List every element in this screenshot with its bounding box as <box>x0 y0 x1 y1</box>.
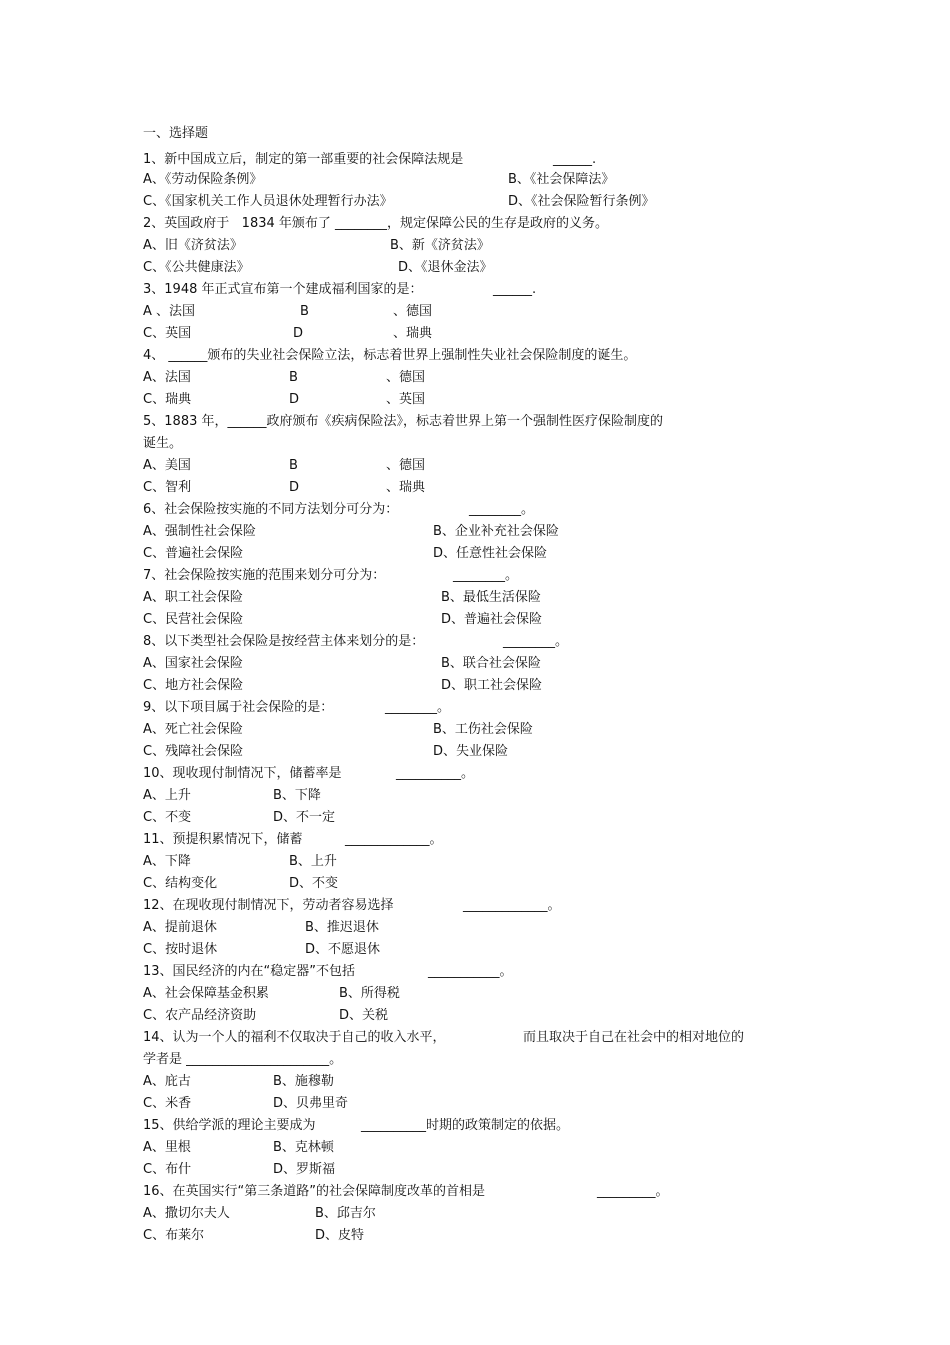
text-line <box>143 1204 823 1224</box>
line-segment: C、不变 <box>143 810 192 825</box>
line-segment: B、联合社会保险 <box>441 656 541 671</box>
line-segment: D、不愿退休 <box>305 942 381 957</box>
line-segment: D、不一定 <box>273 810 336 825</box>
line-segment: ________。 <box>385 700 451 715</box>
line-segment: D、皮特 <box>315 1228 365 1243</box>
text-line <box>143 214 823 234</box>
text-line <box>143 544 823 564</box>
line-segment: A、撒切尔夫人 <box>143 1206 230 1221</box>
line-segment: 5、1883 年，______政府颁布《疾病保险法》，标志着世界上第一个强制性医疗保险制度的 <box>143 414 663 429</box>
line-segment: D、任意性社会保险 <box>433 546 548 561</box>
line-segment: B、《社会保障法》 <box>508 172 615 187</box>
text-line <box>143 434 823 454</box>
text-line <box>143 742 823 762</box>
text-line <box>143 1160 823 1180</box>
text-line <box>143 1116 823 1136</box>
line-segment: 15、供给学派的理论主要成为 <box>143 1118 316 1133</box>
text-line <box>143 1006 823 1026</box>
line-segment: B、工伤社会保险 <box>433 722 533 737</box>
line-segment: C、残障社会保险 <box>143 744 244 759</box>
text-line <box>143 918 823 938</box>
line-segment: B、上升 <box>289 854 337 869</box>
line-segment: _________。 <box>597 1184 669 1199</box>
line-segment: 、德国 <box>386 370 426 385</box>
line-segment: D、关税 <box>339 1008 389 1023</box>
line-segment: C、布莱尔 <box>143 1228 205 1243</box>
line-segment: A、美国 <box>143 458 191 473</box>
line-segment: A、下降 <box>143 854 191 869</box>
line-segment: B、克林顿 <box>273 1140 334 1155</box>
line-segment: 学者是 ______________________。 <box>143 1052 343 1067</box>
line-segment: 11、预提积累情况下，储蓄 <box>143 832 303 847</box>
line-segment: B、邱吉尔 <box>315 1206 376 1221</box>
line-segment: D、不变 <box>289 876 339 891</box>
line-segment: ________。 <box>503 634 569 649</box>
line-segment: 、德国 <box>386 458 426 473</box>
line-segment: C、布什 <box>143 1162 192 1177</box>
line-segment: 3、1948 年正式宣布第一个建成福利国家的是： <box>143 282 423 297</box>
text-line <box>143 984 823 1004</box>
line-segment: B、施穆勒 <box>273 1074 334 1089</box>
text-line <box>143 588 823 608</box>
text-line <box>143 1028 823 1048</box>
line-segment: 16、在英国实行“第三条道路”的社会保障制度改革的首相是 <box>143 1184 486 1199</box>
line-segment: A、职工社会保险 <box>143 590 243 605</box>
text-line <box>143 258 823 278</box>
text-line <box>143 566 823 586</box>
text-line <box>143 632 823 652</box>
line-segment: A、法国 <box>143 370 191 385</box>
line-segment: ___________。 <box>428 964 513 979</box>
line-segment: ______. <box>553 152 597 167</box>
line-segment: A、国家社会保险 <box>143 656 243 671</box>
text-line <box>143 1050 823 1070</box>
text-line <box>143 874 823 894</box>
text-line <box>143 390 823 410</box>
line-segment: ________。 <box>453 568 519 583</box>
line-segment: B、推迟退休 <box>305 920 379 935</box>
line-segment: 1、新中国成立后，制定的第一部重要的社会保障法规是 <box>143 152 464 167</box>
line-segment: 诞生。 <box>143 436 183 451</box>
line-segment: A、死亡社会保险 <box>143 722 243 737</box>
text-line <box>143 1226 823 1246</box>
line-segment: 14、认为一个人的福利不仅取决于自己的收入水平， <box>143 1030 446 1045</box>
text-line <box>143 764 823 784</box>
text-line <box>143 500 823 520</box>
line-segment: A、社会保障基金积累 <box>143 986 269 1001</box>
text-line <box>143 236 823 256</box>
line-segment: C、智利 <box>143 480 192 495</box>
line-segment: A、强制性社会保险 <box>143 524 256 539</box>
text-line <box>143 456 823 476</box>
line-segment: 10、现收现付制情况下，储蓄率是 <box>143 766 342 781</box>
line-segment: B、新《济贫法》 <box>390 238 490 253</box>
text-line <box>143 368 823 388</box>
line-segment: D <box>293 326 304 341</box>
line-segment: C、英国 <box>143 326 192 341</box>
line-segment: C、民营社会保险 <box>143 612 244 627</box>
line-segment: 、德国 <box>393 304 433 319</box>
line-segment: C、农产品经济资助 <box>143 1008 257 1023</box>
line-segment: ________。 <box>469 502 535 517</box>
line-segment: D、职工社会保险 <box>441 678 543 693</box>
line-segment: D <box>289 392 300 407</box>
text-line <box>143 412 823 432</box>
line-segment: 4、 ______颁布的失业社会保险立法，标志着世界上强制性失业社会保险制度的诞生。 <box>143 348 637 363</box>
line-segment: C、《公共健康法》 <box>143 260 250 275</box>
line-segment: C、结构变化 <box>143 876 218 891</box>
text-line <box>143 1138 823 1158</box>
line-segment: 7、社会保险按实施的范围来划分可分为： <box>143 568 386 583</box>
text-line <box>143 830 823 850</box>
line-segment: B、所得税 <box>339 986 400 1001</box>
text-line <box>143 1094 823 1114</box>
text-line <box>143 346 823 366</box>
line-segment: B、下降 <box>273 788 321 803</box>
line-segment: 、瑞典 <box>386 480 426 495</box>
text-line <box>143 852 823 872</box>
line-segment: _____________。 <box>463 898 561 913</box>
text-line <box>143 478 823 498</box>
line-segment: __________时期的政策制定的依据。 <box>361 1118 570 1133</box>
line-segment: 8、以下类型社会保险是按经营主体来划分的是： <box>143 634 425 649</box>
line-segment: A、提前退休 <box>143 920 217 935</box>
text-line <box>143 150 823 170</box>
line-segment: A、上升 <box>143 788 191 803</box>
line-segment: D、罗斯福 <box>273 1162 336 1177</box>
line-segment: D、贝弗里奇 <box>273 1096 349 1111</box>
text-line <box>143 522 823 542</box>
line-segment: 6、社会保险按实施的不同方法划分可分为： <box>143 502 399 517</box>
text-line <box>143 324 823 344</box>
line-segment: 、瑞典 <box>393 326 433 341</box>
line-segment: D、普遍社会保险 <box>441 612 543 627</box>
line-segment: 13、国民经济的内在“稳定器”不包括 <box>143 964 356 979</box>
line-segment: B <box>289 458 298 473</box>
line-segment: B <box>300 304 309 319</box>
line-segment: _____________。 <box>345 832 443 847</box>
line-segment: B、最低生活保险 <box>441 590 541 605</box>
text-line <box>143 170 823 190</box>
text-line <box>143 808 823 828</box>
line-segment: A、里根 <box>143 1140 191 1155</box>
text-line <box>143 1182 823 1202</box>
line-segment: 2、英国政府于 1834 年颁布了 ________，规定保障公民的生存是政府的义务。 <box>143 216 609 231</box>
text-line <box>143 192 823 212</box>
line-segment: D、《社会保险暂行条例》 <box>508 194 655 209</box>
line-segment: 、英国 <box>386 392 426 407</box>
text-line <box>143 610 823 630</box>
text-line <box>143 720 823 740</box>
text-line <box>143 654 823 674</box>
line-segment: C、《国家机关工作人员退休处理暂行办法》 <box>143 194 393 209</box>
text-line <box>143 698 823 718</box>
line-segment: A、《劳动保险条例》 <box>143 172 263 187</box>
line-segment: C、瑞典 <box>143 392 192 407</box>
text-line <box>143 1072 823 1092</box>
line-segment: A 、法国 <box>143 304 196 319</box>
text-line <box>143 302 823 322</box>
line-segment: A、庇古 <box>143 1074 191 1089</box>
line-segment: __________。 <box>396 766 475 781</box>
line-segment: B、企业补充社会保险 <box>433 524 559 539</box>
section-title: 一、选择题 <box>143 126 209 141</box>
line-segment: D、《退休金法》 <box>398 260 493 275</box>
text-line <box>143 896 823 916</box>
text-line <box>143 962 823 982</box>
line-segment: C、米香 <box>143 1096 192 1111</box>
text-line <box>143 280 823 300</box>
line-segment: 而且取决于自己在社会中的相对地位的 <box>523 1030 745 1045</box>
text-line <box>143 676 823 696</box>
line-segment: ______. <box>493 282 537 297</box>
line-segment: A、旧《济贫法》 <box>143 238 243 253</box>
line-segment: C、地方社会保险 <box>143 678 244 693</box>
text-line <box>143 786 823 806</box>
line-segment: 12、在现收现付制情况下，劳动者容易选择 <box>143 898 394 913</box>
line-segment: C、按时退休 <box>143 942 218 957</box>
line-segment: C、普遍社会保险 <box>143 546 244 561</box>
text-line <box>143 940 823 960</box>
line-segment: B <box>289 370 298 385</box>
line-segment: D <box>289 480 300 495</box>
line-segment: D、失业保险 <box>433 744 509 759</box>
line-segment: 9、以下项目属于社会保险的是： <box>143 700 334 715</box>
